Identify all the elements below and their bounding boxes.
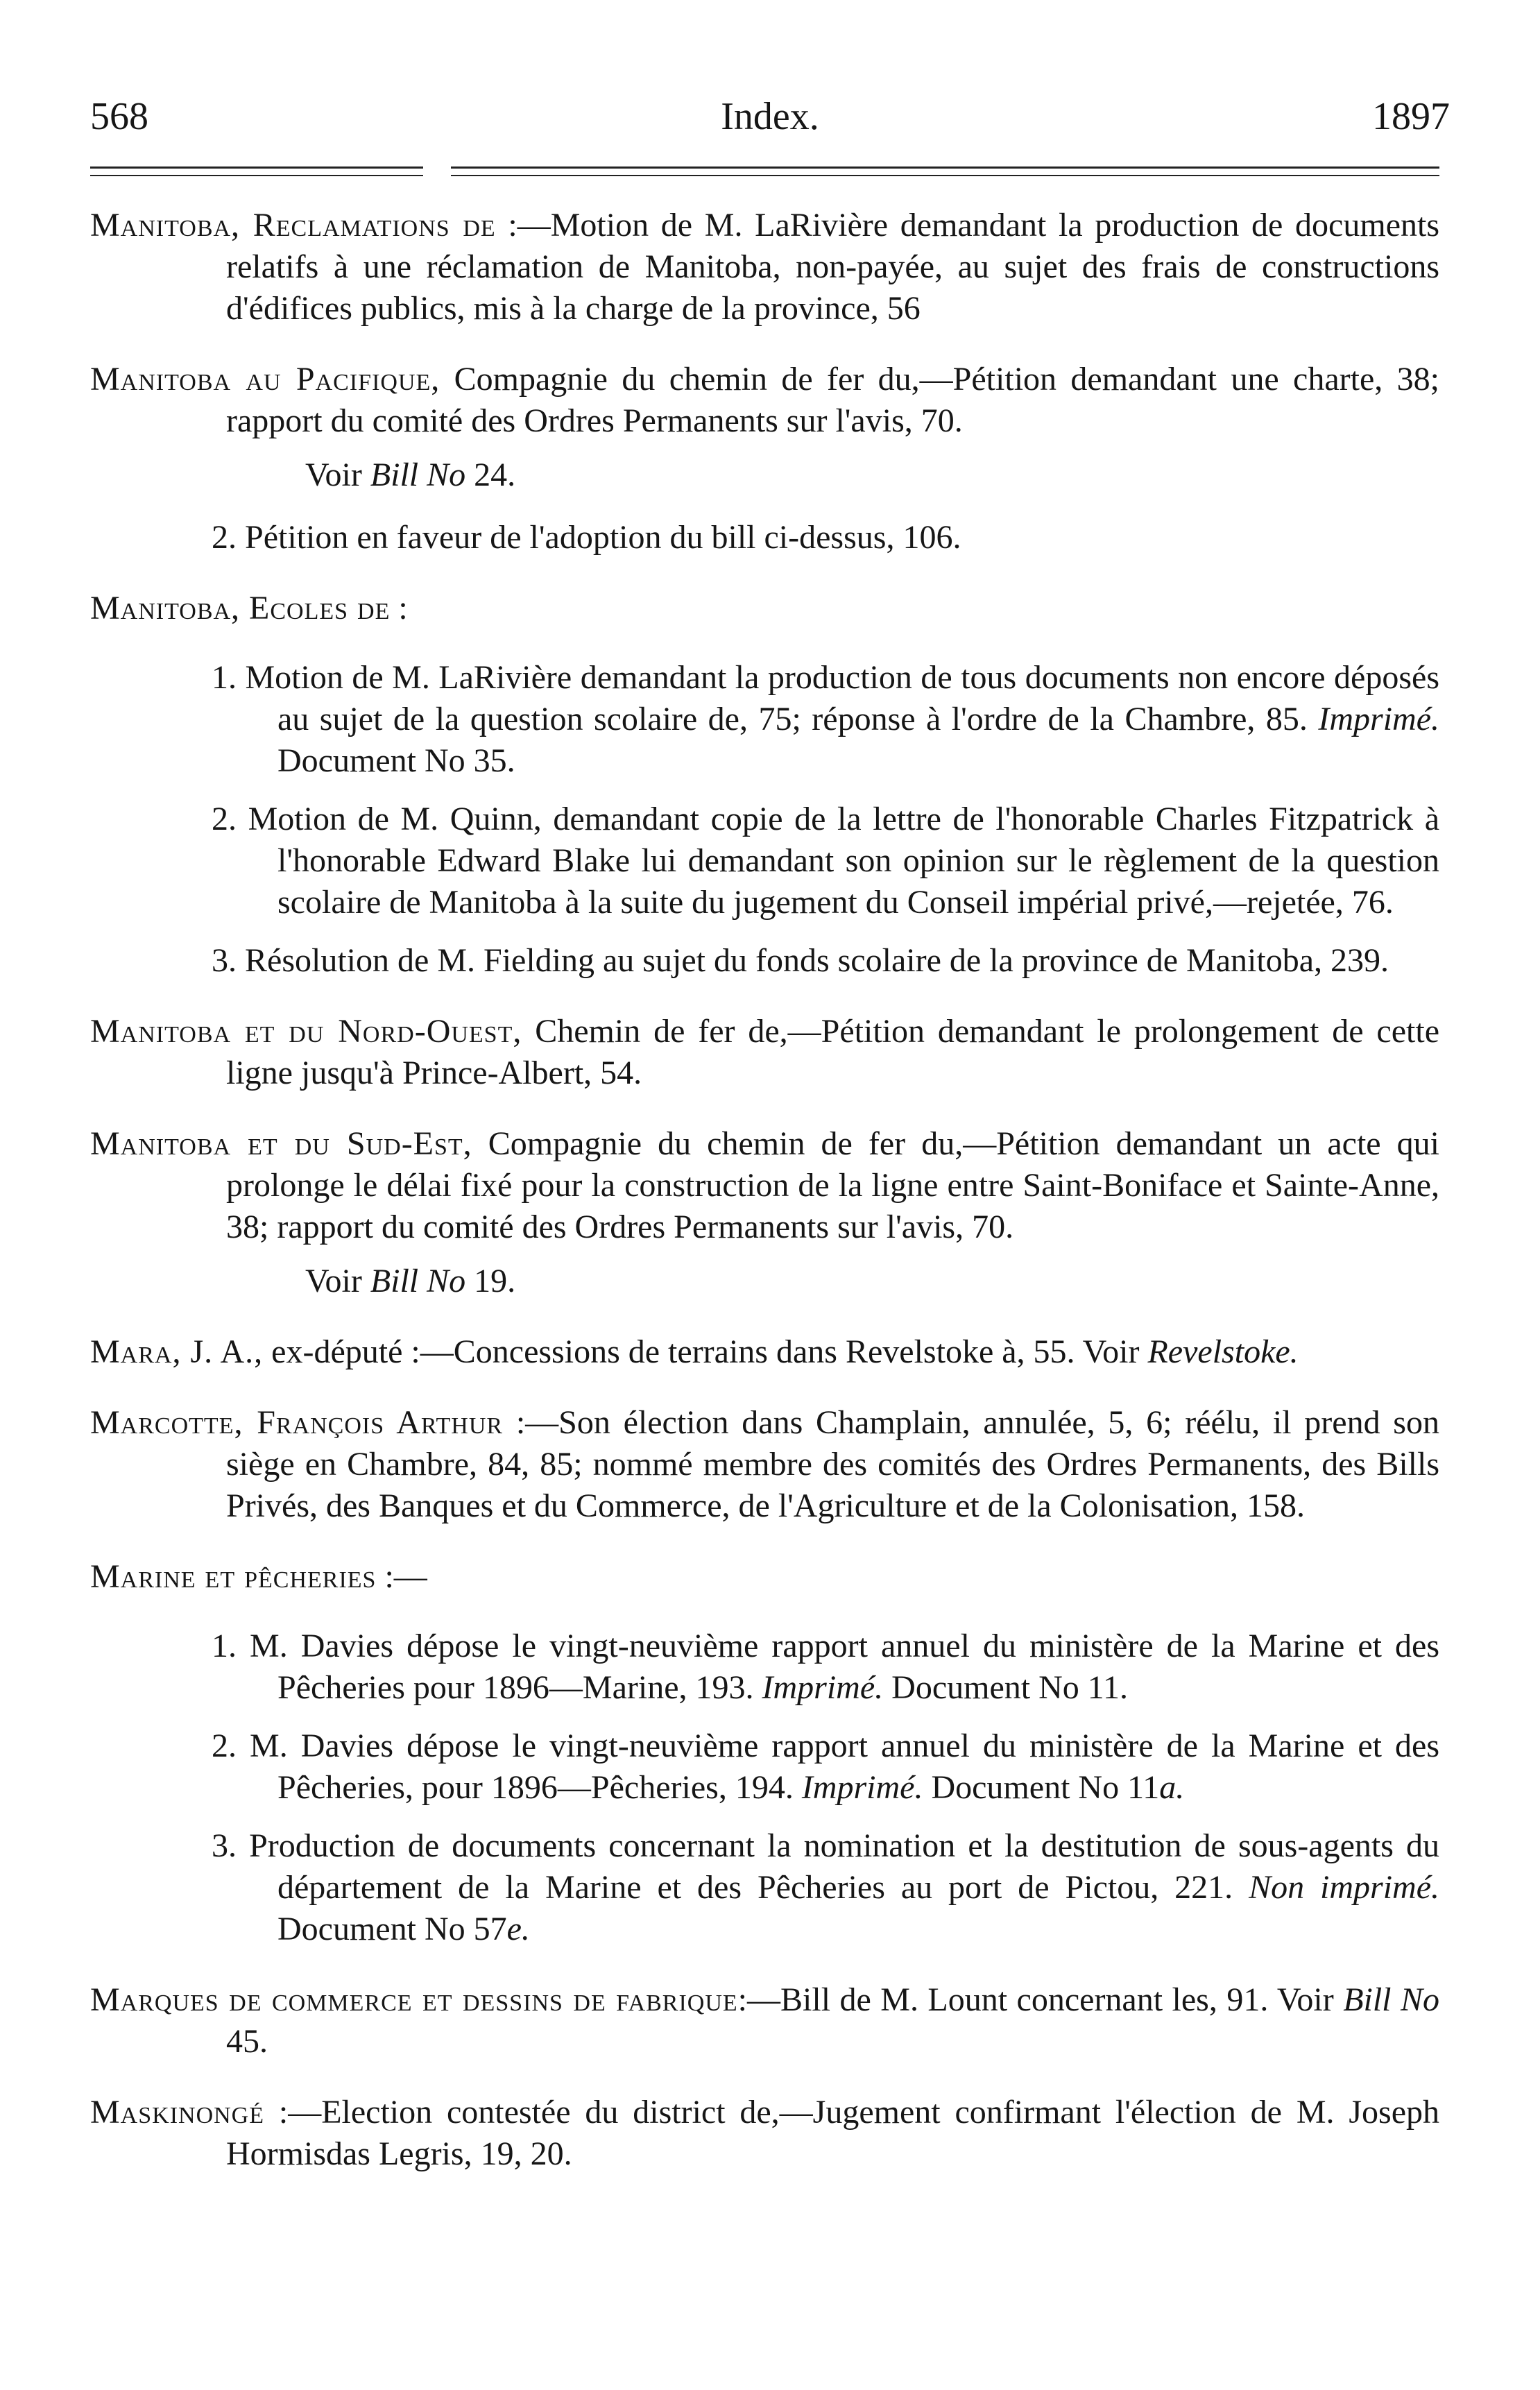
entry-head: Maskinongé — [90, 2094, 265, 2131]
entry-manitoba-sud-est — [90, 1123, 1439, 1248]
entry-text: Compagnie du chemin de fer du,—Pétition demandant une charte, 38; rapport du comité des Ordres Permanents sur l'avis, 70. — [226, 361, 1439, 439]
entry-manitoba-nord-ouest — [90, 1011, 1439, 1094]
sub-status: Non imprimé. — [1249, 1869, 1440, 1906]
entry-marcotte — [90, 1402, 1439, 1527]
entry-tail: : — [390, 590, 408, 626]
sub-text: 3. Production de documents concernant la nomination et la destitution de sous-agents du département de la Marine et des Pêcheries au port de Pictou, 221. — [212, 1827, 1439, 1906]
sub-status: Imprimé. — [1318, 701, 1439, 737]
sub-document-suffix: a. — [1159, 1769, 1185, 1806]
entry-head: Manitoba, Ecoles de — [90, 590, 391, 626]
voir-label: Voir — [1276, 1981, 1334, 2018]
entry-maskinonge — [90, 2092, 1439, 2175]
entry-text: Compagnie du chemin de fer du,—Pétition demandant un acte qui prolonge le délai fixé pour la construction de la ligne entre Saint-Boniface et Sainte-Anne, 38; rapport du comité des Ordres Permanents sur l'avis, 70. — [226, 1125, 1440, 1245]
voir-bill-number: 19. — [465, 1263, 516, 1299]
sub-status: Imprimé. — [762, 1669, 884, 1706]
sub-entry — [90, 1625, 1439, 1709]
voir-label: Voir — [305, 1263, 362, 1299]
entry-manitoba-reclamations — [90, 205, 1439, 330]
entry-head: Mara, J. A., — [90, 1333, 264, 1370]
header-rule-left — [90, 167, 423, 169]
header-rule-left-thin — [90, 175, 423, 176]
entry-text: :—Bill de M. Lount concernant les, 91. — [737, 1981, 1277, 2018]
sub-entry — [90, 657, 1439, 782]
entry-manitoba-pacifique — [90, 359, 1439, 442]
page-number: 568 — [90, 95, 148, 138]
entry-text: ex-député :—Concessions de terrains dans Revelstoke à, 55. Voir — [263, 1333, 1148, 1370]
entry-head: Manitoba et du Sud-Est, — [90, 1125, 472, 1162]
sub-document: Document No 35. — [277, 742, 515, 779]
entry-see-ref: Revelstoke. — [1147, 1333, 1299, 1370]
entry-marine-pecheries — [90, 1556, 1439, 1598]
sub-entry: 2. Motion de M. Quinn, demandant copie de la lettre de l'honorable Charles Fitzpatrick à l'honorable Edward Blake lui demandant son opinion sur le règlement de la question scolaire de Manitoba à la suite du jugement du Conseil impérial privé,—rejetée, 76. — [212, 801, 1439, 921]
index-content — [90, 205, 1439, 2175]
voir-bill-ref: Bill No — [1343, 1981, 1439, 2018]
sub-document: Document No 11. — [883, 1669, 1128, 1706]
voir-bill-number: 45. — [226, 2023, 268, 2060]
sub-text: 2. M. Davies dépose le vingt-neuvième rapport annuel du ministère de la Marine et des Pêcheries, pour 1896—Pêcheries, 194. — [212, 1727, 1439, 1806]
voir-bill-ref: Bill No — [370, 456, 466, 493]
sub-text: 1. Motion de M. LaRivière demandant la production de tous documents non encore déposés au sujet de la question scolaire de, 75; réponse à l'ordre de la Chambre, 85. — [212, 659, 1439, 737]
voir-bill-ref: Bill No — [370, 1263, 466, 1299]
header-rule-right-thin — [451, 175, 1439, 176]
sub-document-suffix: e. — [506, 1911, 530, 1947]
sub-document: Document No 57 — [277, 1911, 507, 1947]
entry-head: Marcotte, François Arthur — [90, 1404, 504, 1441]
see-also-reference — [90, 454, 1439, 496]
entry-manitoba-ecoles — [90, 588, 1439, 629]
entry-text: :—Election contestée du district de,—Jugement confirmant l'élection de M. Joseph Hormisdas Legris, 19, 20. — [226, 2094, 1439, 2172]
sub-text: 1. M. Davies dépose le vingt-neuvième rapport annuel du ministère de la Marine et des Pêcheries pour 1896—Marine, 193. — [212, 1628, 1439, 1706]
entry-head: Manitoba, Reclamations de — [90, 207, 496, 244]
page-year: 1897 — [1372, 95, 1450, 138]
sub-entry — [90, 1825, 1439, 1950]
header-rule-right — [451, 167, 1439, 169]
voir-label: Voir — [305, 456, 362, 493]
entry-text: Chemin de fer de,—Pétition demandant le prolongement de cette ligne jusqu'à Prince-Albert, 54. — [226, 1013, 1439, 1091]
entry-head: Manitoba et du Nord-Ouest, — [90, 1013, 522, 1050]
entry-mara — [90, 1331, 1439, 1373]
entry-tail: :— — [376, 1558, 427, 1595]
page-title: Index. — [721, 95, 819, 138]
page-header — [90, 89, 1450, 144]
sub-entry — [90, 1725, 1439, 1809]
sub-entry: 2. Pétition en faveur de l'adoption du bill ci-dessus, 106. — [212, 519, 961, 556]
entry-text: :—Motion de M. LaRivière demandant la production de documents relatifs à une réclamation de Manitoba, non-payée, au sujet des frais de constructions d'édifices publics, mis à la charge de la province, 56 — [226, 207, 1440, 327]
sub-status: Imprimé. — [801, 1769, 923, 1806]
entry-head: Marine et pêcheries — [90, 1558, 377, 1595]
entry-head: Marques de commerce et dessins de fabrique — [90, 1981, 738, 2018]
entry-head: Manitoba au Pacifique, — [90, 361, 440, 398]
entry-marques-commerce — [90, 1979, 1439, 2063]
sub-entry: 3. Résolution de M. Fielding au sujet du fonds scolaire de la province de Manitoba, 239. — [212, 942, 1389, 979]
see-also-reference — [90, 1261, 1439, 1302]
entry-text: :—Son élection dans Champlain, annulée, 5, 6; réélu, il prend son siège en Chambre, 84, 85; nommé membre des comités des Ordres Permanents, des Bills Privés, des Banques et du Commerce, de l'Agriculture et de la Colonisation, 158. — [226, 1404, 1439, 1524]
sub-document: Document No 11 — [923, 1769, 1160, 1806]
voir-bill-number: 24. — [465, 456, 516, 493]
